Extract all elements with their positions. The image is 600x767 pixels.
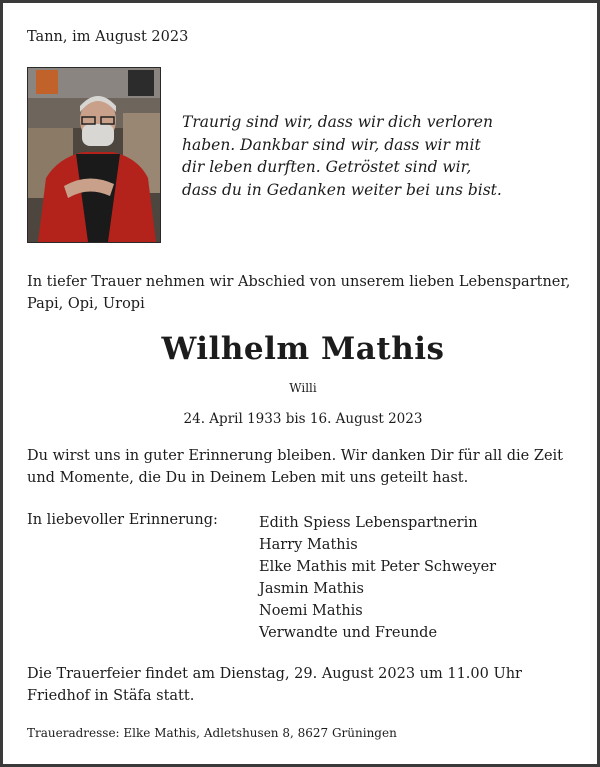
mourner-name: Edith Spiess Lebenspartnerin (259, 515, 478, 531)
life-dates: 24. April 1933 bis 16. August 2023 (183, 411, 423, 427)
poem (182, 111, 502, 201)
mourner-name: Elke Mathis mit Peter Schweyer (259, 559, 497, 575)
service-info: Die Trauerfeier findet am Dienstag, 29. August 2023 um 11.00 Uhr Friedhof in Stäfa statt. (27, 666, 522, 704)
portrait-photo (27, 67, 161, 243)
poem-line: Traurig sind wir, dass wir dich verloren (182, 113, 493, 131)
poem-line: haben. Dankbar sind wir, dass wir mit (182, 135, 481, 154)
deceased-nickname: Willi (289, 381, 317, 395)
portrait-illustration (28, 68, 160, 242)
mourners-list (259, 512, 496, 644)
poem-line: dass du in Gedanken weiter bei uns bist. (182, 180, 502, 199)
intro-text: In tiefer Trauer nehmen wir Abschied von unserem lieben Lebenspartner, Papi, Opi, Uropi (27, 274, 571, 312)
mourner-name: Noemi Mathis (259, 603, 363, 619)
poem-line: dir leben durften. Getröstet sind wir, (182, 158, 472, 176)
deceased-name: Wilhelm Mathis (161, 331, 445, 367)
mourner-name: Harry Mathis (259, 537, 358, 553)
mourning-address: Traueradresse: Elke Mathis, Adletshusen 8, 8627 Grüningen (27, 726, 397, 740)
memory-text: Du wirst uns in guter Erinnerung bleiben. Wir danken Dir für all die Zeit und Momente, die Du in Deinem Leben mit uns geteilt hast. (27, 448, 563, 486)
place-date: Tann, im August 2023 (27, 29, 189, 45)
mourner-name: Jasmin Mathis (259, 581, 364, 597)
mourners-label: In liebevoller Erinnerung: (27, 512, 218, 528)
mourner-name: Verwandte und Freunde (259, 625, 438, 641)
